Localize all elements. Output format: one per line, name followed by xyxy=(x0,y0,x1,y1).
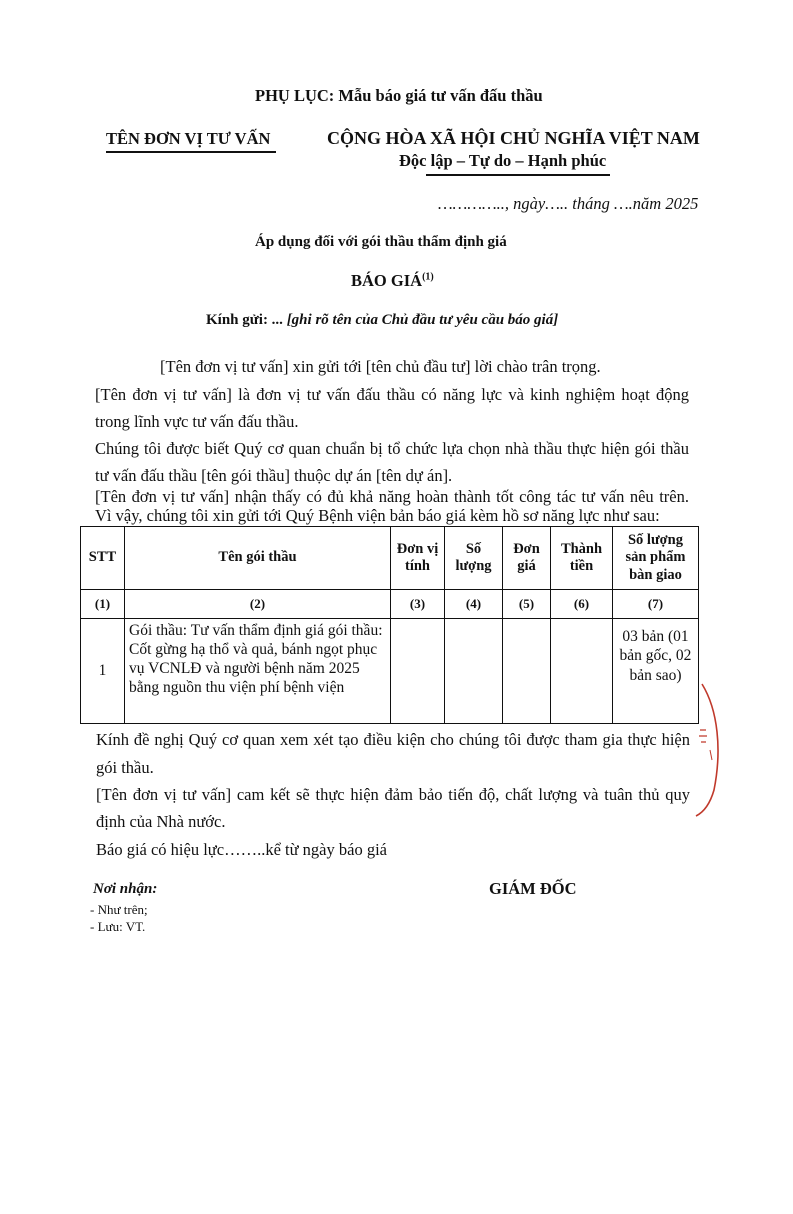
col-number: (7) xyxy=(613,590,699,619)
header-package-name: Tên gói thầu xyxy=(125,527,391,590)
table-number-row xyxy=(81,590,699,619)
quote-table xyxy=(80,526,699,724)
header-deliverables: Số lượng sản phẩm bàn giao xyxy=(613,527,699,590)
col-number: (5) xyxy=(503,590,551,619)
salutation-value: [ghi rõ tên của Chủ đầu tư yêu cầu báo giá] xyxy=(282,312,559,328)
motto-underline xyxy=(426,174,610,176)
cell-quantity xyxy=(445,619,503,724)
closing-paragraph-1a: Kính đề nghị Quý cơ quan xem xét tạo điều kiện cho chúng tôi được tham gia thực hiện xyxy=(96,730,690,749)
body-paragraph-2a: [Tên đơn vị tư vấn] là đơn vị tư vấn đấu thầu có năng lực và kinh nghiệm hoạt động xyxy=(95,385,689,404)
recipient-item: - Như trên; xyxy=(90,902,148,917)
body-paragraph-2b: trong lĩnh vực tư vấn đấu thầu. xyxy=(95,412,299,431)
col-number: (2) xyxy=(125,590,391,619)
cell-unit-price xyxy=(503,619,551,724)
cell-stt: 1 xyxy=(81,619,125,724)
table-row xyxy=(81,619,699,724)
cell-package-name: Gói thầu: Tư vấn thẩm định giá gói thầu: Cốt gừng hạ thổ và quả, bánh ngọt phục vụ VCNLĐ và người bệnh năm 2025 bằng nguồn thu viện phí bệnh viện xyxy=(125,619,391,724)
red-stamp-mark xyxy=(688,680,728,820)
header-stt: STT xyxy=(81,527,125,590)
closing-paragraph-1b: gói thầu. xyxy=(96,758,154,777)
date-line: ………….., ngày….. tháng ….năm 2025 xyxy=(438,194,699,213)
col-number: (6) xyxy=(551,590,613,619)
header-amount: Thành tiền xyxy=(551,527,613,590)
doc-title xyxy=(351,271,434,291)
header-unit-price: Đơn giá xyxy=(503,527,551,590)
table-header-row xyxy=(81,527,699,590)
salutation xyxy=(206,312,558,329)
recipients-label: Nơi nhận: xyxy=(93,881,158,897)
applies-to: Áp dụng đối với gói thầu thẩm định giá xyxy=(255,234,507,250)
appendix-title: PHỤ LỤC: Mẫu báo giá tư vấn đấu thầu xyxy=(255,86,543,105)
salutation-label: Kính gửi: ... xyxy=(206,312,283,328)
org-name-underline xyxy=(106,151,276,153)
closing-paragraph-2a: [Tên đơn vị tư vấn] cam kết sẽ thực hiện đảm bảo tiến độ, chất lượng và tuân thủ quy xyxy=(96,785,690,804)
col-number: (4) xyxy=(445,590,503,619)
body-paragraph-3a: Chúng tôi được biết Quý cơ quan chuẩn bị tổ chức lựa chọn nhà thầu thực hiện gói thầu xyxy=(95,439,689,458)
cell-unit xyxy=(391,619,445,724)
cell-deliverables: 03 bản (01 bản gốc, 02 bản sao) xyxy=(613,619,699,724)
doc-title-note: (1) xyxy=(422,271,434,283)
body-paragraph-1: [Tên đơn vị tư vấn] xin gửi tới [tên chủ đầu tư] lời chào trân trọng. xyxy=(160,357,601,376)
body-paragraph-4b: Vì vậy, chúng tôi xin gửi tới Quý Bệnh viện bản báo giá kèm hồ sơ năng lực như sau: xyxy=(95,506,660,525)
col-number: (1) xyxy=(81,590,125,619)
cell-amount xyxy=(551,619,613,724)
motto: Độc lập – Tự do – Hạnh phúc xyxy=(399,151,607,170)
signer-title: GIÁM ĐỐC xyxy=(489,879,577,898)
header-unit: Đơn vị tính xyxy=(391,527,445,590)
closing-paragraph-3: Báo giá có hiệu lực……..kể từ ngày báo giá xyxy=(96,840,387,859)
body-paragraph-4a: [Tên đơn vị tư vấn] nhận thấy có đủ khả năng hoàn thành tốt công tác tư vấn nêu trên. xyxy=(95,487,689,506)
body-paragraph-3b: tư vấn đấu thầu [tên gói thầu] thuộc dự án [tên dự án]. xyxy=(95,466,453,485)
header-quantity: Số lượng xyxy=(445,527,503,590)
doc-title-text: BÁO GIÁ xyxy=(351,271,423,290)
org-name: TÊN ĐƠN VỊ TƯ VẤN xyxy=(106,129,271,148)
col-number: (3) xyxy=(391,590,445,619)
closing-paragraph-2b: định của Nhà nước. xyxy=(96,812,226,831)
national-title: CỘNG HÒA XÃ HỘI CHỦ NGHĨA VIỆT NAM xyxy=(327,128,700,148)
recipient-item: - Lưu: VT. xyxy=(90,919,146,934)
